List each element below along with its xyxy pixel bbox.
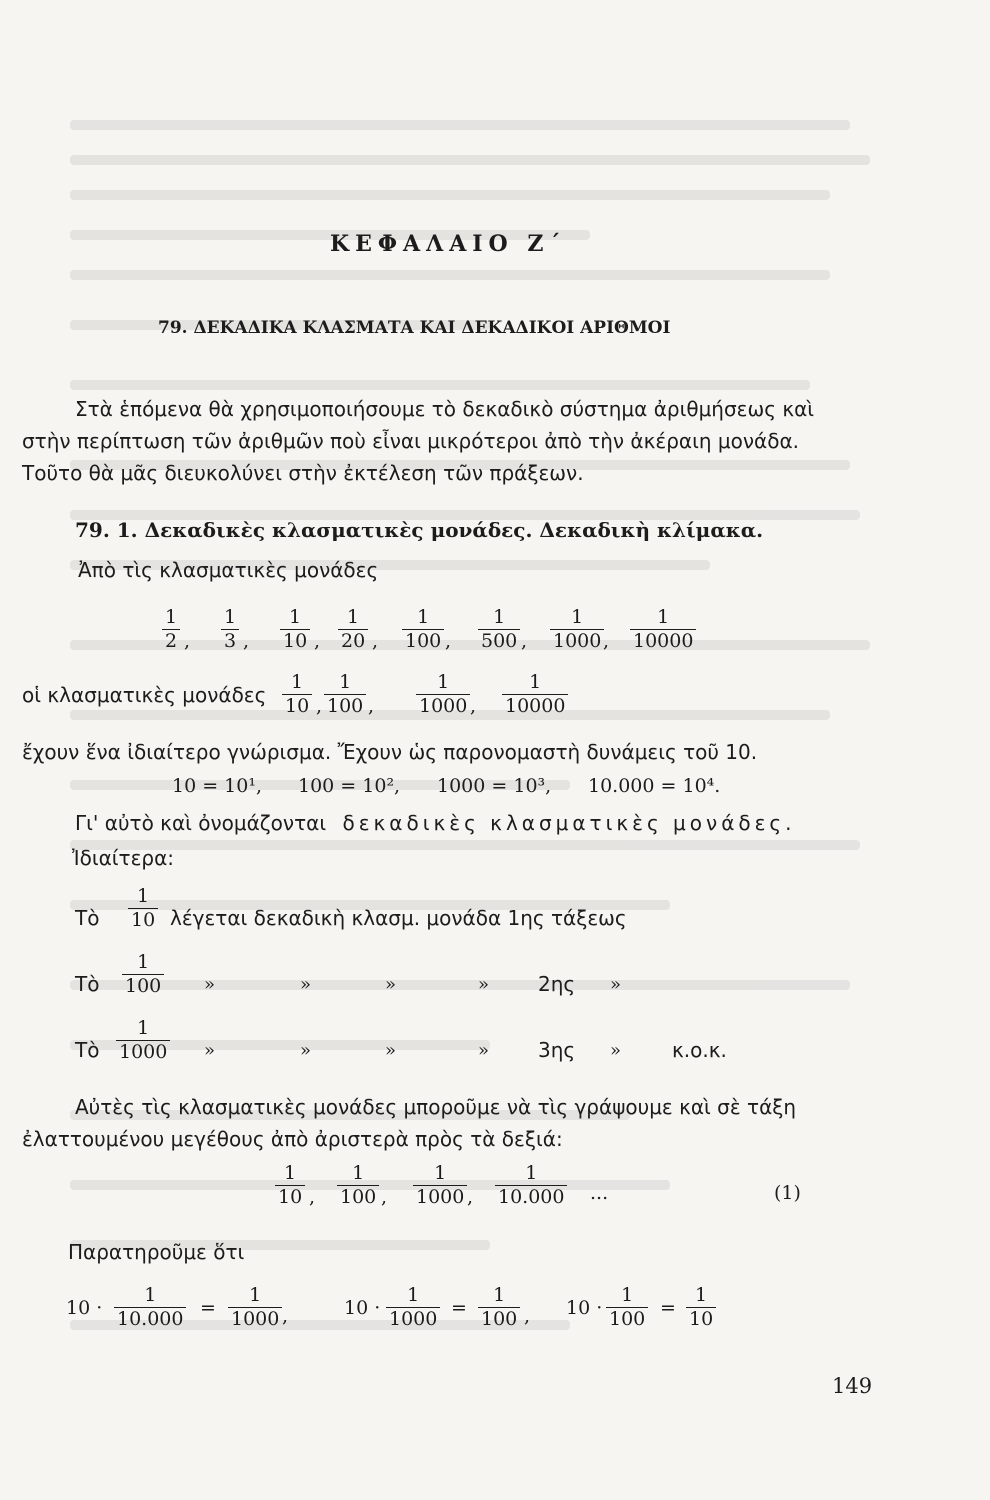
the-units-text: οἱ κλασματικὲς μονάδες <box>22 683 267 707</box>
denominator: 1000 <box>386 1307 440 1330</box>
denominator: 10.000 <box>114 1307 186 1330</box>
fraction <box>116 1018 170 1063</box>
fraction <box>280 607 310 652</box>
denominator: 10 <box>686 1307 716 1330</box>
fraction <box>228 1285 282 1330</box>
ditto-mark: » <box>610 974 622 995</box>
numerator: 1 <box>137 885 150 907</box>
fraction <box>478 607 520 652</box>
numerator: 1 <box>493 1284 506 1306</box>
fraction <box>338 607 368 652</box>
numerator: 1 <box>352 1162 365 1184</box>
numerator: 1 <box>339 671 352 693</box>
fraction <box>478 1285 520 1330</box>
equation-label: (1) <box>774 1182 801 1204</box>
power-equation: 10 = 10¹, <box>172 775 263 797</box>
numerator: 1 <box>417 606 430 628</box>
comma: , <box>445 630 452 652</box>
comma: , <box>524 1305 531 1327</box>
denominator: 10 <box>275 1185 305 1208</box>
subsection-title: 79. 1. Δεκαδικὲς κλασματικὲς μονάδες. Δεκαδικὴ κλίμακα. <box>75 518 764 542</box>
denominator: 10000 <box>502 694 568 717</box>
write-text-line: ἐλαττουμένου μεγέθους ἀπὸ ἀριστερὰ πρὸς τὰ δεξιά: <box>22 1127 563 1151</box>
section-title: 79. ΔΕΚΑΔΙΚΑ ΚΛΑΣΜΑΤΑ ΚΑΙ ΔΕΚΑΔΙΚΟΙ ΑΡΙΘΜΟΙ <box>158 318 671 338</box>
fraction <box>402 607 444 652</box>
comma: , <box>243 630 250 652</box>
equals-sign: = <box>660 1297 676 1319</box>
fraction <box>386 1285 440 1330</box>
numerator: 1 <box>289 606 302 628</box>
numerator: 1 <box>571 606 584 628</box>
numerator: 1 <box>695 1284 708 1306</box>
comma: , <box>314 630 321 652</box>
denominator: 100 <box>478 1307 520 1330</box>
comma: , <box>470 695 477 717</box>
denominator: 100 <box>324 694 366 717</box>
fraction <box>630 607 696 652</box>
fraction <box>282 672 312 717</box>
from-units-text: Ἀπὸ τὶς κλασματικὲς μονάδες <box>78 558 379 582</box>
multiplier: 10 · <box>566 1297 603 1319</box>
named-text <box>75 811 796 835</box>
observe-text: Παρατηροῦμε ὅτι <box>68 1240 245 1264</box>
fraction <box>114 1285 186 1330</box>
numerator: 1 <box>284 1162 297 1184</box>
denominator: 10000 <box>630 629 696 652</box>
denominator: 500 <box>478 629 520 652</box>
numerator: 1 <box>434 1162 447 1184</box>
ellipsis: ... <box>590 1182 609 1204</box>
denominator: 20 <box>338 629 368 652</box>
denominator: 10 <box>280 629 310 652</box>
named-text-spaced: δεκαδικὲς κλασματικὲς μονάδες. <box>342 811 796 835</box>
fraction <box>413 1163 467 1208</box>
ditto-mark: » <box>610 1040 622 1061</box>
numerator: 1 <box>137 1017 150 1039</box>
etc-label: κ.ο.κ. <box>672 1038 727 1062</box>
comma: , <box>309 1186 316 1208</box>
ditto-mark: » <box>204 974 216 995</box>
denominator: 10 <box>128 908 158 931</box>
numerator: 1 <box>529 671 542 693</box>
fraction <box>221 607 239 652</box>
numerator: 1 <box>165 606 178 628</box>
denominator: 10 <box>282 694 312 717</box>
denominator: 100 <box>606 1307 648 1330</box>
chapter-title: ΚΕΦΑΛΑΙΟ Ζ΄ <box>330 231 567 257</box>
multiplier: 10 · <box>344 1297 381 1319</box>
numerator: 1 <box>249 1284 262 1306</box>
fraction <box>324 672 366 717</box>
comma: , <box>368 695 375 717</box>
fraction <box>502 672 568 717</box>
fraction <box>495 1163 567 1208</box>
intro-line: στὴν περίπτωση τῶν ἀριθμῶν ποὺ εἶναι μικρότεροι ἀπὸ τὴν ἀκέραιη μονάδα. <box>22 429 799 453</box>
comma: , <box>282 1305 289 1327</box>
comma: , <box>467 1186 474 1208</box>
ditto-mark: » <box>385 1040 397 1061</box>
equals-sign: = <box>451 1297 467 1319</box>
intro-line: Στὰ ἑπόμενα θὰ χρησιμοποιήσουμε τὸ δεκαδικὸ σύστημα ἀριθμήσεως καὶ <box>75 397 815 421</box>
comma: , <box>381 1186 388 1208</box>
denominator: 100 <box>402 629 444 652</box>
numerator: 1 <box>347 606 360 628</box>
fraction <box>416 672 470 717</box>
numerator: 1 <box>493 606 506 628</box>
ditto-mark: » <box>385 974 397 995</box>
numerator: 1 <box>621 1284 634 1306</box>
intro-line: Τοῦτο θὰ μᾶς διευκολύνει στὴν ἐκτέλεση τῶν πράξεων. <box>22 461 584 485</box>
numerator: 1 <box>144 1284 157 1306</box>
page-number: 149 <box>832 1374 873 1398</box>
ditto-mark: » <box>204 1040 216 1061</box>
comma: , <box>372 630 379 652</box>
order-row-text: λέγεται δεκαδικὴ κλασμ. μονάδα 1ης τάξεως <box>170 906 627 930</box>
comma: , <box>521 630 528 652</box>
multiplier: 10 · <box>66 1297 103 1319</box>
comma: , <box>603 630 610 652</box>
denominator: 1000 <box>413 1185 467 1208</box>
numerator: 1 <box>657 606 670 628</box>
fraction <box>122 952 164 997</box>
ditto-mark: » <box>478 974 490 995</box>
denominator: 100 <box>337 1185 379 1208</box>
denominator: 1000 <box>416 694 470 717</box>
numerator: 1 <box>224 606 237 628</box>
particularly-label: Ἰδιαίτερα: <box>72 846 175 870</box>
equals-sign: = <box>200 1297 216 1319</box>
fraction <box>686 1285 716 1330</box>
ditto-mark: » <box>300 974 312 995</box>
ditto-mark: » <box>300 1040 312 1061</box>
numerator: 1 <box>137 951 150 973</box>
denominator: 10.000 <box>495 1185 567 1208</box>
denominator: 100 <box>122 974 164 997</box>
comma: , <box>184 630 191 652</box>
order-number: 3ης <box>538 1038 576 1062</box>
fraction <box>550 607 604 652</box>
denominator: 1000 <box>116 1040 170 1063</box>
order-number: 2ης <box>538 972 576 996</box>
feature-text: ἔχουν ἕνα ἰδιαίτερο γνώρισμα. Ἔχουν ὡς παρονομαστὴ δυνάμεις τοῦ 10. <box>22 740 758 764</box>
numerator: 1 <box>291 671 304 693</box>
to-label: Τὸ <box>75 972 100 996</box>
denominator: 2 <box>162 629 180 652</box>
numerator: 1 <box>437 671 450 693</box>
denominator: 1000 <box>550 629 604 652</box>
power-equation: 1000 = 10³, <box>437 775 552 797</box>
comma: , <box>316 695 323 717</box>
to-label: Τὸ <box>75 1038 100 1062</box>
fraction <box>606 1285 648 1330</box>
denominator: 1000 <box>228 1307 282 1330</box>
denominator: 3 <box>221 629 239 652</box>
to-label: Τὸ <box>75 906 100 930</box>
fraction <box>128 886 158 931</box>
power-equation: 100 = 10², <box>298 775 401 797</box>
ditto-mark: » <box>478 1040 490 1061</box>
numerator: 1 <box>407 1284 420 1306</box>
fraction <box>275 1163 305 1208</box>
fraction <box>162 607 180 652</box>
fraction <box>337 1163 379 1208</box>
numerator: 1 <box>525 1162 538 1184</box>
power-equation: 10.000 = 10⁴. <box>588 775 721 797</box>
named-text-prefix: Γι' αὐτὸ καὶ ὀνομάζονται <box>75 811 327 835</box>
write-text-line: Αὐτὲς τὶς κλασματικὲς μονάδες μποροῦμε νὰ τὶς γράψουμε καὶ σὲ τάξη <box>75 1095 797 1119</box>
